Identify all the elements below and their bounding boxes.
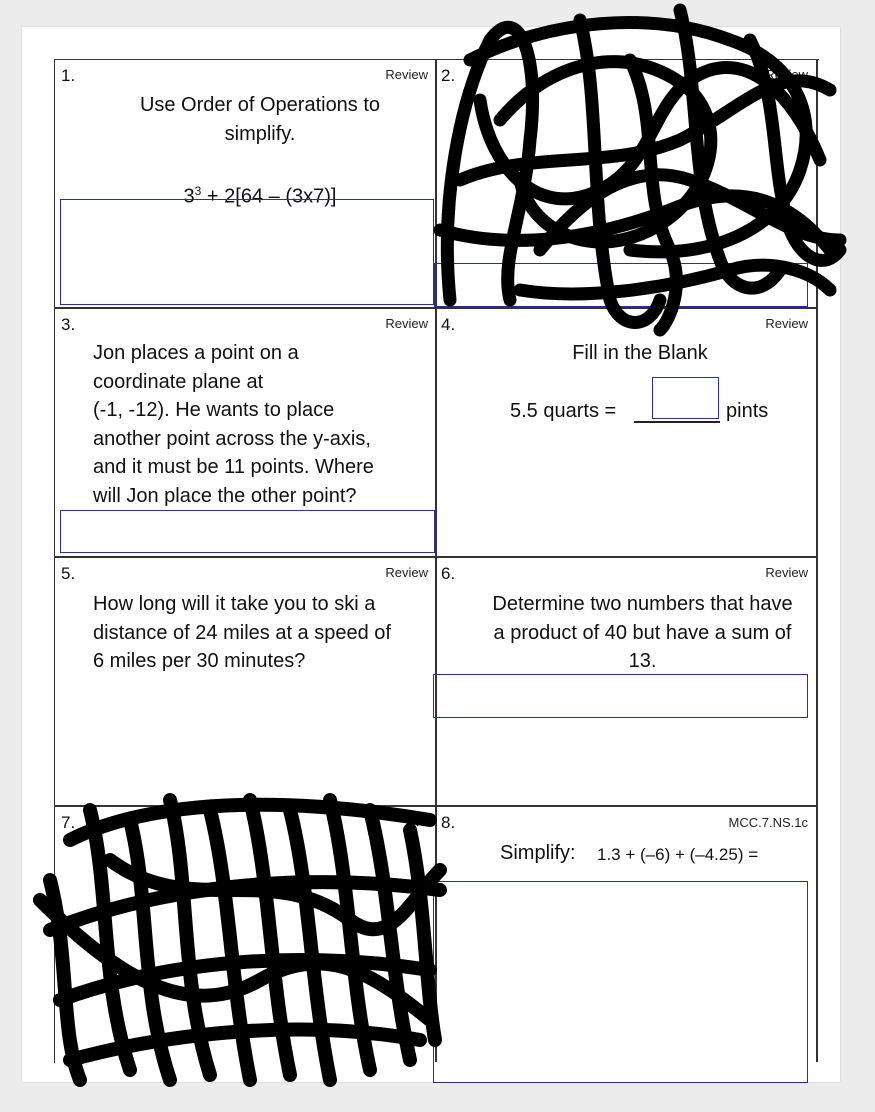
problem-8-expression: 1.3 + (–6) + (–4.25) = bbox=[597, 845, 759, 864]
problem-3-line: (-1, -12). He wants to place bbox=[93, 399, 335, 421]
row-divider-3 bbox=[54, 805, 818, 807]
problem-6-line: a product of 40 but have a sum of bbox=[493, 621, 792, 644]
problem-4-prefix: 5.5 quarts = bbox=[510, 400, 617, 422]
problem-5-tag: Review bbox=[385, 565, 428, 580]
problem-7-number: 7. bbox=[61, 813, 76, 832]
row-divider-2 bbox=[54, 556, 818, 558]
problem-1-answer-box[interactable] bbox=[60, 199, 434, 305]
problem-6-tag: Review bbox=[765, 565, 808, 580]
problem-4-heading: Fill in the Blank bbox=[572, 342, 708, 364]
problem-2-number: 2. bbox=[441, 66, 456, 85]
problem-4-answer-box[interactable] bbox=[652, 377, 719, 419]
problem-3-line: another point across the y-axis, bbox=[93, 427, 371, 450]
problem-3-text bbox=[93, 339, 433, 510]
problem-8-answer-box[interactable] bbox=[433, 881, 808, 1083]
problem-6-line: Determine two numbers that have bbox=[492, 593, 793, 615]
problem-8-label: Simplify: bbox=[500, 842, 576, 864]
problem-8-tag: MCC.7.NS.1c bbox=[728, 815, 808, 830]
problem-5-line: distance of 24 miles at a speed of bbox=[93, 621, 391, 644]
problem-3-line: Jon places a point on a bbox=[93, 342, 299, 364]
problem-6-line: 13. bbox=[628, 650, 657, 672]
problem-3-line: and it must be 11 points. Where bbox=[93, 456, 374, 478]
problem-5-number: 5. bbox=[61, 564, 76, 583]
problem-3-line: will Jon place the other point? bbox=[93, 484, 357, 507]
problem-4-blank-line bbox=[634, 421, 720, 423]
problem-6-number: 6. bbox=[441, 564, 456, 583]
problem-2-answer-box[interactable] bbox=[434, 263, 808, 307]
problem-1-number: 1. bbox=[61, 66, 76, 85]
grid-right-border bbox=[816, 59, 818, 1062]
problem-4-tag: Review bbox=[765, 316, 808, 331]
problem-4-number: 4. bbox=[441, 315, 456, 334]
problem-1-expression: $3^3 + 2[64 - (3x7)]$ bbox=[183, 184, 337, 208]
problem-6-text bbox=[470, 590, 815, 676]
problem-3-tag: Review bbox=[385, 316, 428, 331]
problem-3-answer-box[interactable] bbox=[60, 510, 435, 553]
problem-1-line1: Use Order of Operations to bbox=[139, 94, 381, 116]
problem-5-line: 6 miles per 30 minutes? bbox=[93, 650, 306, 672]
problem-2-tag: Review bbox=[765, 67, 808, 82]
problem-8-number: 8. bbox=[441, 813, 456, 832]
row-divider-1 bbox=[54, 307, 818, 309]
problem-3-number: 3. bbox=[61, 315, 76, 334]
problem-7-tag: NS bbox=[409, 814, 428, 829]
problem-6-answer-box[interactable] bbox=[433, 674, 808, 718]
problem-4-suffix: pints bbox=[726, 400, 769, 422]
problem-1-tag: Review bbox=[385, 67, 428, 82]
problem-5-text bbox=[93, 590, 433, 676]
problem-5-line: How long will it take you to ski a bbox=[93, 593, 376, 615]
problem-1-line2: simplify. bbox=[224, 123, 296, 145]
problem-3-line: coordinate plane at bbox=[93, 370, 264, 393]
